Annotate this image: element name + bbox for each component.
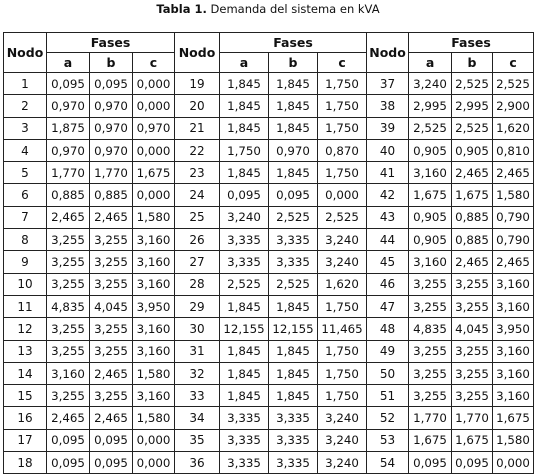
phase-b-cell: 2,525 [269, 273, 318, 295]
nodo-cell: 6 [4, 184, 47, 206]
phase-c-cell: 1,675 [493, 407, 534, 429]
phase-a-cell: 1,845 [220, 385, 269, 407]
phase-c-header: c [133, 53, 175, 73]
nodo-cell: 36 [175, 452, 220, 474]
phase-a-header: a [47, 53, 90, 73]
phase-c-cell: 1,750 [318, 73, 367, 95]
phase-c-cell: 3,160 [133, 340, 175, 362]
phase-a-cell: 3,160 [409, 162, 452, 184]
phase-a-cell: 3,255 [47, 273, 90, 295]
phase-b-cell: 0,095 [452, 452, 493, 474]
phase-a-cell: 0,095 [409, 452, 452, 474]
demand-table [3, 32, 534, 474]
phase-c-cell: 3,950 [133, 295, 175, 317]
phase-c-cell: 3,160 [133, 318, 175, 340]
phase-b-cell: 3,335 [269, 429, 318, 451]
nodo-cell: 17 [4, 429, 47, 451]
phase-a-cell: 3,255 [47, 385, 90, 407]
phase-b-header: b [452, 53, 493, 73]
header-row-phases [4, 53, 534, 73]
nodo-cell: 51 [367, 385, 409, 407]
phase-a-cell: 1,770 [47, 162, 90, 184]
phase-c-cell: 1,620 [493, 117, 534, 139]
nodo-cell: 47 [367, 295, 409, 317]
phase-a-cell: 3,240 [409, 73, 452, 95]
phase-b-cell: 0,970 [90, 139, 133, 161]
caption-text: Demanda del sistema en kVA [210, 2, 380, 16]
phase-b-cell: 12,155 [269, 318, 318, 340]
phase-a-header: a [220, 53, 269, 73]
nodo-header: Nodo [367, 33, 409, 73]
nodo-cell: 34 [175, 407, 220, 429]
nodo-cell: 15 [4, 385, 47, 407]
phase-c-cell: 3,160 [493, 385, 534, 407]
nodo-cell: 24 [175, 184, 220, 206]
nodo-cell: 23 [175, 162, 220, 184]
phase-a-cell: 0,970 [47, 139, 90, 161]
table-row [4, 117, 534, 139]
phase-b-cell: 3,255 [90, 340, 133, 362]
phase-c-cell: 3,160 [493, 295, 534, 317]
nodo-cell: 16 [4, 407, 47, 429]
phase-b-cell: 2,465 [90, 362, 133, 384]
phase-a-cell: 2,995 [409, 95, 452, 117]
phase-a-cell: 2,465 [47, 206, 90, 228]
phase-b-cell: 3,255 [90, 273, 133, 295]
nodo-cell: 18 [4, 452, 47, 474]
phase-b-cell: 2,995 [452, 95, 493, 117]
phase-c-cell: 2,900 [493, 95, 534, 117]
phase-b-cell: 0,970 [90, 95, 133, 117]
table-row [4, 429, 534, 451]
phase-a-cell: 1,845 [220, 162, 269, 184]
phase-c-cell: 3,160 [133, 229, 175, 251]
phase-a-cell: 0,905 [409, 139, 452, 161]
nodo-cell: 52 [367, 407, 409, 429]
nodo-cell: 14 [4, 362, 47, 384]
table-row [4, 73, 534, 95]
phase-b-cell: 1,845 [269, 95, 318, 117]
nodo-cell: 41 [367, 162, 409, 184]
table-caption [0, 2, 536, 16]
phase-c-cell: 1,580 [133, 206, 175, 228]
nodo-cell: 46 [367, 273, 409, 295]
phase-a-cell: 0,095 [47, 73, 90, 95]
phase-c-cell: 0,000 [133, 429, 175, 451]
nodo-cell: 44 [367, 229, 409, 251]
nodo-cell: 40 [367, 139, 409, 161]
phase-b-cell: 0,885 [90, 184, 133, 206]
phase-b-cell: 2,465 [452, 251, 493, 273]
nodo-cell: 10 [4, 273, 47, 295]
table-row [4, 295, 534, 317]
phase-c-cell: 3,240 [318, 429, 367, 451]
phase-a-cell: 3,255 [409, 273, 452, 295]
phase-a-cell: 3,255 [409, 385, 452, 407]
nodo-cell: 7 [4, 206, 47, 228]
phase-c-cell: 1,580 [493, 429, 534, 451]
nodo-cell: 11 [4, 295, 47, 317]
nodo-cell: 50 [367, 362, 409, 384]
nodo-cell: 12 [4, 318, 47, 340]
nodo-cell: 13 [4, 340, 47, 362]
nodo-cell: 1 [4, 73, 47, 95]
phase-c-cell: 1,580 [133, 407, 175, 429]
phase-b-cell: 0,885 [452, 229, 493, 251]
phase-c-cell: 0,000 [133, 184, 175, 206]
phase-a-cell: 0,905 [409, 206, 452, 228]
table-row [4, 251, 534, 273]
phase-b-cell: 1,675 [452, 184, 493, 206]
phase-c-cell: 3,950 [493, 318, 534, 340]
table-row [4, 273, 534, 295]
nodo-cell: 21 [175, 117, 220, 139]
phase-c-cell: 0,810 [493, 139, 534, 161]
table-row [4, 162, 534, 184]
nodo-cell: 42 [367, 184, 409, 206]
nodo-cell: 38 [367, 95, 409, 117]
phase-c-cell: 2,465 [493, 251, 534, 273]
table-row [4, 95, 534, 117]
phase-c-cell: 1,750 [318, 162, 367, 184]
phase-a-cell: 1,845 [220, 295, 269, 317]
phase-c-cell: 0,000 [318, 184, 367, 206]
phase-c-cell: 3,160 [493, 362, 534, 384]
phase-b-cell: 3,255 [452, 273, 493, 295]
phase-c-cell: 3,160 [133, 251, 175, 273]
table-row [4, 139, 534, 161]
phase-a-cell: 3,255 [47, 318, 90, 340]
phase-c-cell: 1,750 [318, 385, 367, 407]
nodo-cell: 25 [175, 206, 220, 228]
nodo-header: Nodo [175, 33, 220, 73]
phase-b-cell: 3,255 [452, 362, 493, 384]
phase-b-cell: 0,095 [90, 73, 133, 95]
table-row [4, 340, 534, 362]
phase-c-cell: 0,000 [133, 139, 175, 161]
phase-a-cell: 2,525 [220, 273, 269, 295]
phase-b-header: b [90, 53, 133, 73]
table-row [4, 206, 534, 228]
phase-c-cell: 0,970 [133, 117, 175, 139]
phase-b-cell: 3,335 [269, 407, 318, 429]
phase-a-cell: 0,970 [47, 95, 90, 117]
phase-c-cell: 11,465 [318, 318, 367, 340]
phase-b-cell: 3,335 [269, 452, 318, 474]
phase-c-cell: 3,240 [318, 407, 367, 429]
phase-a-cell: 0,095 [47, 429, 90, 451]
phase-c-cell: 0,870 [318, 139, 367, 161]
phase-c-header: c [493, 53, 534, 73]
phase-a-cell: 3,255 [47, 340, 90, 362]
phase-b-cell: 1,845 [269, 73, 318, 95]
phase-c-cell: 0,000 [493, 452, 534, 474]
nodo-cell: 43 [367, 206, 409, 228]
phase-b-header: b [269, 53, 318, 73]
nodo-cell: 19 [175, 73, 220, 95]
phase-b-cell: 0,095 [90, 452, 133, 474]
phase-a-cell: 1,845 [220, 117, 269, 139]
nodo-cell: 5 [4, 162, 47, 184]
phase-a-cell: 3,255 [409, 340, 452, 362]
phase-a-cell: 1,845 [220, 362, 269, 384]
phase-c-cell: 3,160 [133, 273, 175, 295]
phase-b-cell: 1,845 [269, 340, 318, 362]
phase-b-cell: 1,845 [269, 117, 318, 139]
phase-b-cell: 1,845 [269, 162, 318, 184]
table-row [4, 385, 534, 407]
phase-b-cell: 0,095 [269, 184, 318, 206]
phase-a-cell: 1,770 [409, 407, 452, 429]
phase-c-cell: 3,240 [318, 229, 367, 251]
phase-a-cell: 1,875 [47, 117, 90, 139]
phase-b-cell: 2,525 [452, 73, 493, 95]
phase-c-cell: 0,000 [133, 452, 175, 474]
nodo-cell: 8 [4, 229, 47, 251]
phase-c-header: c [318, 53, 367, 73]
phase-b-cell: 2,525 [452, 117, 493, 139]
phase-a-cell: 0,905 [409, 229, 452, 251]
nodo-header: Nodo [4, 33, 47, 73]
phase-c-cell: 1,750 [318, 362, 367, 384]
nodo-cell: 39 [367, 117, 409, 139]
phase-c-cell: 1,675 [133, 162, 175, 184]
fases-header: Fases [47, 33, 175, 53]
phase-a-cell: 2,465 [47, 407, 90, 429]
phase-a-cell: 3,255 [409, 295, 452, 317]
phase-a-cell: 3,255 [409, 362, 452, 384]
phase-b-cell: 3,255 [452, 340, 493, 362]
phase-a-cell: 3,335 [220, 452, 269, 474]
phase-a-cell: 3,335 [220, 429, 269, 451]
nodo-cell: 3 [4, 117, 47, 139]
nodo-cell: 45 [367, 251, 409, 273]
phase-a-cell: 4,835 [47, 295, 90, 317]
phase-a-cell: 1,845 [220, 73, 269, 95]
nodo-cell: 31 [175, 340, 220, 362]
phase-a-cell: 0,095 [220, 184, 269, 206]
phase-b-cell: 1,845 [269, 295, 318, 317]
phase-b-cell: 0,905 [452, 139, 493, 161]
phase-b-cell: 1,770 [90, 162, 133, 184]
caption-label: Tabla 1. [156, 2, 207, 16]
header-row-fases [4, 33, 534, 53]
nodo-cell: 26 [175, 229, 220, 251]
phase-c-cell: 1,750 [318, 95, 367, 117]
phase-c-cell: 0,000 [133, 95, 175, 117]
phase-c-cell: 0,000 [133, 73, 175, 95]
phase-c-cell: 3,160 [133, 385, 175, 407]
phase-a-cell: 3,240 [220, 206, 269, 228]
nodo-cell: 32 [175, 362, 220, 384]
table-row [4, 362, 534, 384]
nodo-cell: 28 [175, 273, 220, 295]
phase-a-cell: 3,160 [409, 251, 452, 273]
phase-b-cell: 2,465 [452, 162, 493, 184]
nodo-cell: 49 [367, 340, 409, 362]
phase-c-cell: 2,465 [493, 162, 534, 184]
phase-c-cell: 2,525 [318, 206, 367, 228]
phase-b-cell: 1,675 [452, 429, 493, 451]
fases-header: Fases [409, 33, 534, 53]
phase-b-cell: 1,845 [269, 362, 318, 384]
phase-b-cell: 3,335 [269, 251, 318, 273]
phase-a-header: a [409, 53, 452, 73]
nodo-cell: 20 [175, 95, 220, 117]
phase-b-cell: 4,045 [452, 318, 493, 340]
phase-b-cell: 0,970 [269, 139, 318, 161]
phase-a-cell: 2,525 [409, 117, 452, 139]
phase-a-cell: 1,845 [220, 340, 269, 362]
nodo-cell: 48 [367, 318, 409, 340]
phase-b-cell: 0,095 [90, 429, 133, 451]
phase-a-cell: 3,335 [220, 407, 269, 429]
phase-b-cell: 2,465 [90, 407, 133, 429]
phase-b-cell: 2,465 [90, 206, 133, 228]
phase-a-cell: 3,255 [47, 251, 90, 273]
phase-a-cell: 12,155 [220, 318, 269, 340]
nodo-cell: 29 [175, 295, 220, 317]
phase-c-cell: 0,790 [493, 229, 534, 251]
phase-b-cell: 1,770 [452, 407, 493, 429]
phase-b-cell: 0,885 [452, 206, 493, 228]
phase-a-cell: 0,095 [47, 452, 90, 474]
phase-b-cell: 4,045 [90, 295, 133, 317]
phase-c-cell: 1,580 [493, 184, 534, 206]
phase-c-cell: 1,750 [318, 117, 367, 139]
phase-b-cell: 3,335 [269, 229, 318, 251]
nodo-cell: 22 [175, 139, 220, 161]
phase-b-cell: 3,255 [90, 229, 133, 251]
table-row [4, 184, 534, 206]
fases-header: Fases [220, 33, 367, 53]
phase-a-cell: 3,335 [220, 251, 269, 273]
nodo-cell: 30 [175, 318, 220, 340]
phase-c-cell: 1,620 [318, 273, 367, 295]
phase-a-cell: 3,335 [220, 229, 269, 251]
table-row [4, 318, 534, 340]
table-row [4, 452, 534, 474]
phase-c-cell: 3,160 [493, 340, 534, 362]
table-row [4, 229, 534, 251]
phase-a-cell: 1,750 [220, 139, 269, 161]
nodo-cell: 2 [4, 95, 47, 117]
phase-b-cell: 3,255 [90, 251, 133, 273]
phase-b-cell: 3,255 [452, 295, 493, 317]
phase-b-cell: 3,255 [452, 385, 493, 407]
phase-b-cell: 3,255 [90, 385, 133, 407]
nodo-cell: 37 [367, 73, 409, 95]
phase-c-cell: 3,160 [493, 273, 534, 295]
phase-c-cell: 3,240 [318, 452, 367, 474]
phase-c-cell: 1,750 [318, 340, 367, 362]
nodo-cell: 33 [175, 385, 220, 407]
phase-a-cell: 1,675 [409, 184, 452, 206]
phase-b-cell: 2,525 [269, 206, 318, 228]
phase-a-cell: 1,675 [409, 429, 452, 451]
phase-a-cell: 0,885 [47, 184, 90, 206]
phase-b-cell: 3,255 [90, 318, 133, 340]
phase-c-cell: 1,580 [133, 362, 175, 384]
phase-c-cell: 1,750 [318, 295, 367, 317]
table-row [4, 407, 534, 429]
phase-a-cell: 4,835 [409, 318, 452, 340]
phase-b-cell: 0,970 [90, 117, 133, 139]
phase-a-cell: 1,845 [220, 95, 269, 117]
nodo-cell: 53 [367, 429, 409, 451]
phase-c-cell: 0,790 [493, 206, 534, 228]
phase-a-cell: 3,160 [47, 362, 90, 384]
nodo-cell: 35 [175, 429, 220, 451]
nodo-cell: 4 [4, 139, 47, 161]
nodo-cell: 54 [367, 452, 409, 474]
nodo-cell: 9 [4, 251, 47, 273]
phase-b-cell: 1,845 [269, 385, 318, 407]
phase-a-cell: 3,255 [47, 229, 90, 251]
phase-c-cell: 2,525 [493, 73, 534, 95]
nodo-cell: 27 [175, 251, 220, 273]
table-body [4, 73, 534, 474]
phase-c-cell: 3,240 [318, 251, 367, 273]
